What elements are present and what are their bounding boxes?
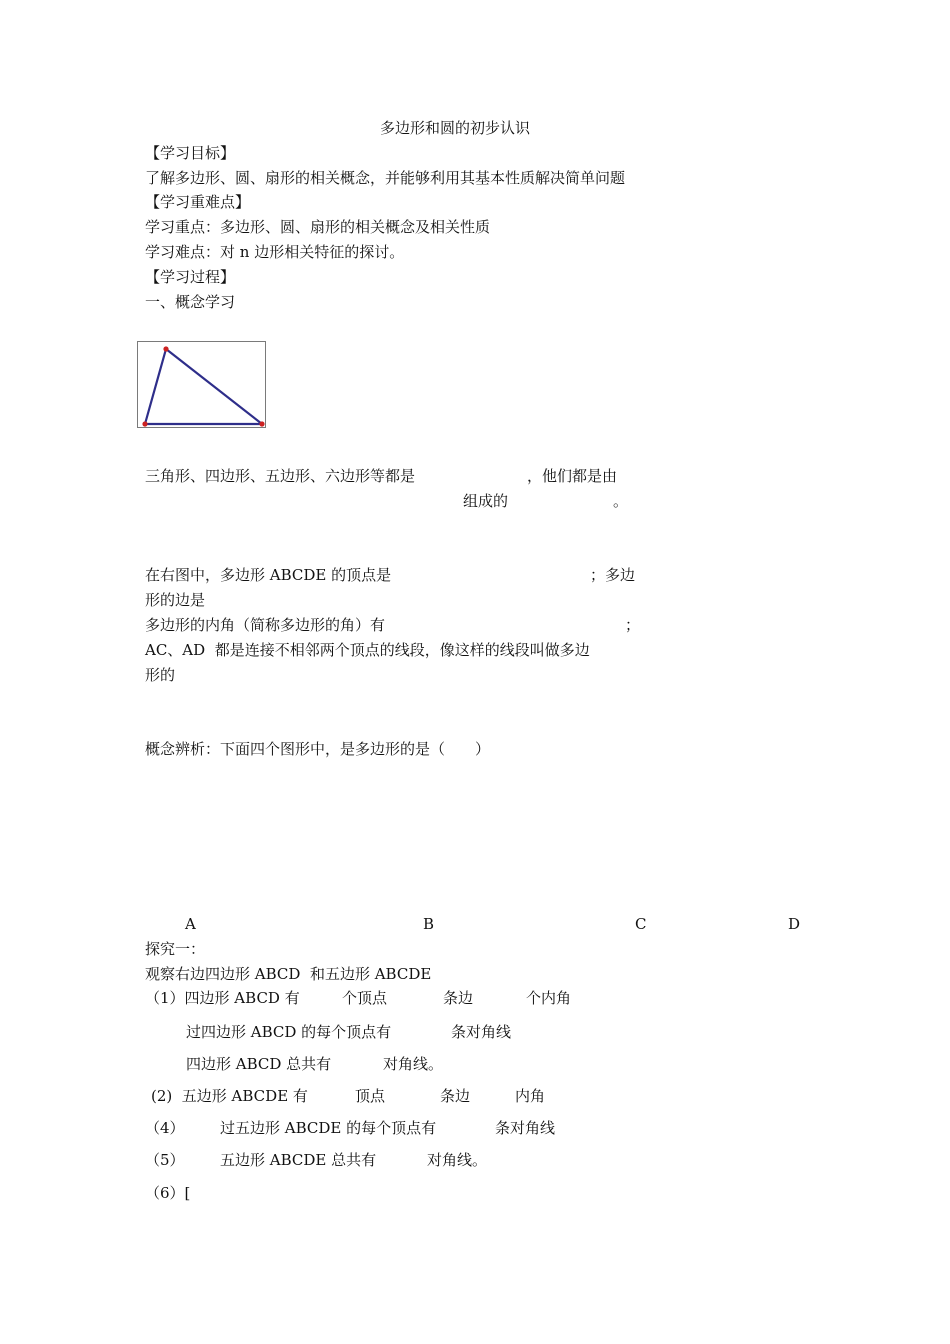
explore-heading: 探究一： xyxy=(145,940,206,958)
triangle-figure xyxy=(137,341,266,428)
q4-end: 条对角线 xyxy=(495,1119,556,1137)
concept-line2-start: 组成的 xyxy=(463,492,509,510)
q2-edges: 条边 xyxy=(440,1087,471,1105)
abcde-line1-start: 在右图中，多边形 ABCDE 的顶点是 xyxy=(145,566,392,584)
q6-label: （6）[ xyxy=(145,1184,191,1202)
q2-angles: 内角 xyxy=(515,1087,546,1105)
option-a-label: A xyxy=(185,915,196,933)
q1-vertices: 个顶点 xyxy=(342,989,388,1007)
q2-vertices: 顶点 xyxy=(355,1087,386,1105)
q5-start: 五边形 ABCDE 总共有 xyxy=(220,1151,377,1169)
triangle-shape xyxy=(145,349,262,424)
q1-line3-end: 对角线。 xyxy=(383,1055,444,1073)
triangle-drawing xyxy=(138,342,267,429)
page-title: 多边形和圆的初步认识 xyxy=(380,119,531,137)
key-points-heading: 【学习重难点】 xyxy=(145,193,251,211)
abcde-line3-start: 多边形的内角（简称多边形的角）有 xyxy=(145,616,386,634)
q1-edges: 条边 xyxy=(443,989,474,1007)
abcde-line4: AC、AD 都是连接不相邻两个顶点的线段，像这样的线段叫做多边 xyxy=(145,641,590,659)
q4-label: （4） xyxy=(145,1119,185,1137)
q1-angles: 个内角 xyxy=(526,989,572,1007)
abcde-line2: 形的边是 xyxy=(145,591,206,609)
process-heading: 【学习过程】 xyxy=(145,268,236,286)
explore-intro: 观察右边四边形 ABCD 和五边形 ABCDE xyxy=(145,965,432,983)
abcde-line3-end: ； xyxy=(625,616,641,634)
q5-label: （5） xyxy=(145,1151,185,1169)
option-b-label: B xyxy=(423,915,435,933)
objectives-text: 了解多边形、圆、扇形的相关概念，并能够利用其基本性质解决简单问题 xyxy=(145,169,626,187)
abcde-line1-end: ；多边 xyxy=(590,566,636,584)
abcde-line5: 形的 xyxy=(145,666,176,684)
q1-line2-end: 条对角线 xyxy=(451,1023,512,1041)
q1-line2-start: 过四边形 ABCD 的每个顶点有 xyxy=(186,1023,392,1041)
key-points-difficulty: 学习难点：对 n 边形相关特征的探讨。 xyxy=(145,243,405,261)
concept-line2-end: 。 xyxy=(613,492,629,510)
option-c-label: C xyxy=(635,915,647,933)
concept-line1-start: 三角形、四边形、五边形、六边形等都是 xyxy=(145,467,416,485)
q2-start: (2) 五边形 ABCDE 有 xyxy=(151,1087,308,1105)
q5-end: 对角线。 xyxy=(427,1151,488,1169)
triangle-vertex-right xyxy=(259,421,264,426)
analysis-question: 概念辨析：下面四个图形中，是多边形的是（ ） xyxy=(145,740,491,758)
q4-start: 过五边形 ABCDE 的每个顶点有 xyxy=(220,1119,437,1137)
triangle-vertex-top xyxy=(163,346,168,351)
concept-line1-end: ，他们都是由 xyxy=(527,467,618,485)
section-concept-heading: 一、概念学习 xyxy=(145,293,236,311)
key-points-focus: 学习重点：多边形、圆、扇形的相关概念及相关性质 xyxy=(145,218,491,236)
q1-line3-start: 四边形 ABCD 总共有 xyxy=(186,1055,332,1073)
q1-start: （1）四边形 ABCD 有 xyxy=(145,989,300,1007)
option-d-label: D xyxy=(788,915,801,933)
triangle-vertex-left xyxy=(142,421,147,426)
objectives-heading: 【学习目标】 xyxy=(145,144,236,162)
